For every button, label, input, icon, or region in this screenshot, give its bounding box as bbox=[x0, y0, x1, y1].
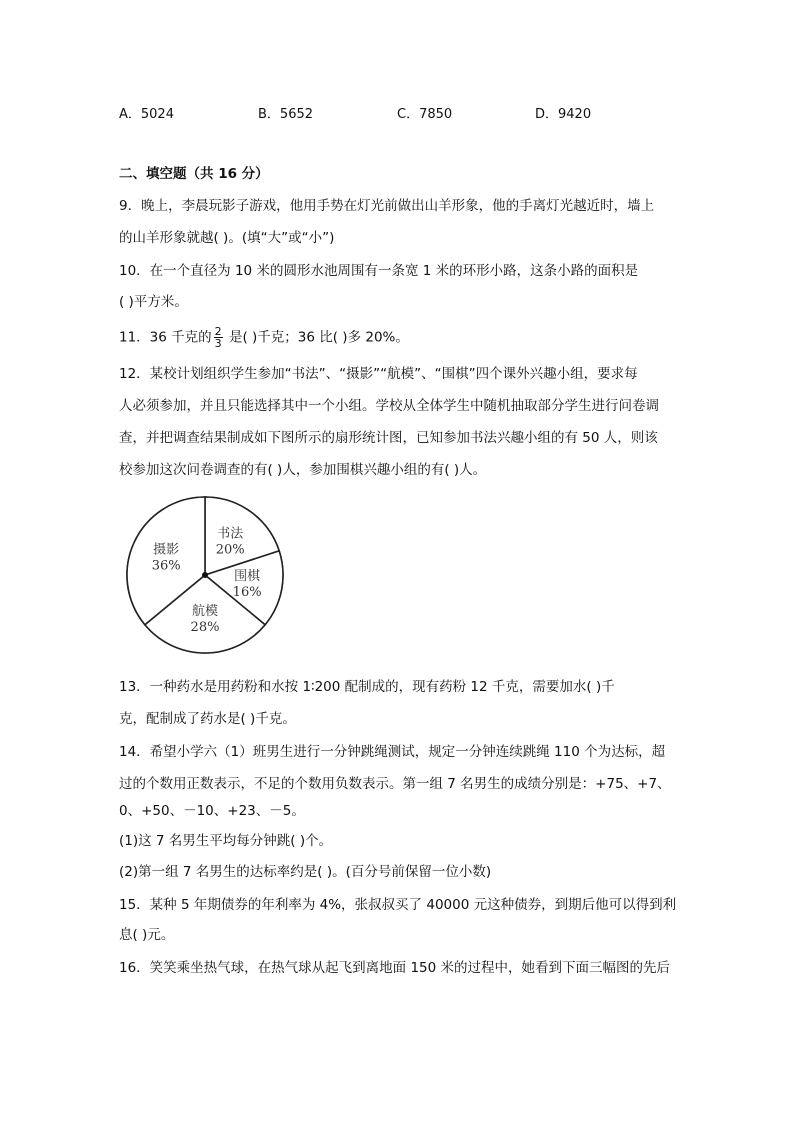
q14-sub2: (2)第一组 7 名男生的达标率约是( )。(百分号前保留一位小数) bbox=[119, 864, 492, 880]
q11-frac-num: 2 bbox=[214, 325, 222, 338]
option-a: A．5024 bbox=[119, 107, 174, 122]
q14-line2: 过的个数用正数表示，不足的个数用负数表示。第一组 7 名男生的成绩分别是：+75、+7、 bbox=[119, 776, 671, 792]
q12-line2: 人必须参加，并且只能选择其中一个小组。学校从全体学生中随机抽取部分学生进行问卷调 bbox=[119, 398, 659, 414]
q14-line1: 14．希望小学六（1）班男生进行一分钟跳绳测试，规定一分钟连续跳绳 110 个为达标，超 bbox=[119, 744, 666, 760]
q13-line1: 13．一种药水是用药粉和水按 1∶200 配制成的，现有药粉 12 千克，需要加水( )千 bbox=[119, 679, 615, 695]
section-title: 二、填空题（共 16 分） bbox=[119, 166, 269, 182]
q12-line3: 查，并把调查结果制成如下图所示的扇形统计图，已知参加书法兴趣小组的有 50 人，则该 bbox=[119, 430, 658, 446]
q12-line1: 12．某校计划组织学生参加“书法”、“摄影”“航模”、“围棋”四个课外兴趣小组，要求每 bbox=[119, 366, 638, 382]
q9-line1: 9．晚上，李晨玩影子游戏，他用手势在灯光前做出山羊形象，他的手离灯光越近时，墙上 bbox=[119, 198, 655, 214]
pie-chart bbox=[122, 495, 288, 661]
q9-line2: 的山羊形象就越( )。(填“大”或“小”) bbox=[119, 230, 335, 246]
q12-line4: 校参加这次问卷调查的有( )人，参加围棋兴趣小组的有( )人。 bbox=[119, 462, 487, 478]
option-c: C．7850 bbox=[397, 107, 453, 122]
option-d: D．9420 bbox=[535, 107, 592, 122]
pie-slice-label: 围棋 bbox=[234, 569, 261, 585]
q14-line3: 0、+50、－10、+23、－5。 bbox=[119, 803, 305, 819]
pie-slice-percent: 36% bbox=[151, 558, 181, 574]
pie-slice-percent: 20% bbox=[215, 542, 245, 558]
q11-line bbox=[119, 326, 409, 349]
q10-line2: ( )平方米。 bbox=[119, 294, 188, 310]
q10-line1: 10．在一个直径为 10 米的圆形水池周围有一条宽 1 米的环形小路，这条小路的面积是 bbox=[119, 263, 639, 279]
pie-slice-label: 航模 bbox=[191, 603, 219, 619]
pie-slice-percent: 16% bbox=[232, 585, 262, 601]
option-b: B．5652 bbox=[258, 107, 314, 122]
pie-slice-label: 书法 bbox=[217, 526, 244, 542]
pie-slice-percent: 28% bbox=[190, 619, 220, 635]
pie-slice-label: 摄影 bbox=[153, 542, 180, 558]
q15-line2: 息( )元。 bbox=[119, 927, 175, 943]
q14-sub1: (1)这 7 名男生平均每分钟跳( )个。 bbox=[119, 833, 333, 849]
q11-prefix: 11．36 千克的 bbox=[119, 329, 212, 346]
q11-fraction bbox=[214, 326, 223, 349]
q13-line2: 克，配制成了药水是( )千克。 bbox=[119, 711, 296, 727]
q11-suffix: 是( )千克；36 比( )多 20%。 bbox=[224, 329, 409, 346]
pie-center-dot bbox=[202, 572, 208, 578]
q15-line1: 15．某种 5 年期债券的年利率为 4%，张叔叔买了 40000 元这种债券，到期后他可以得到利 bbox=[119, 897, 677, 913]
q16-line1: 16．笑笑乘坐热气球，在热气球从起飞到离地面 150 米的过程中，她看到下面三幅图的先后 bbox=[119, 960, 671, 976]
q11-frac-den: 3 bbox=[214, 337, 222, 350]
